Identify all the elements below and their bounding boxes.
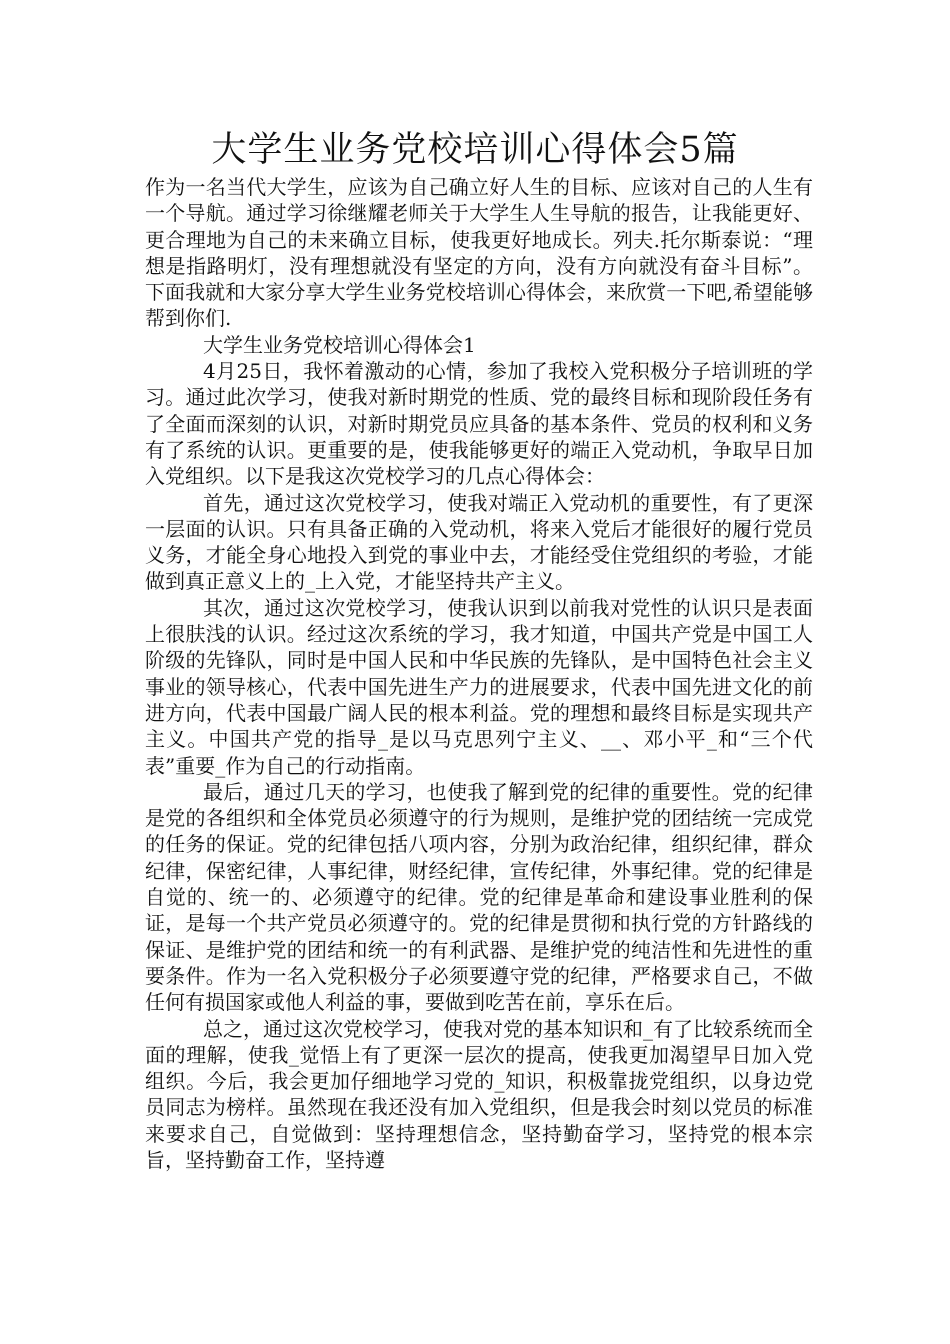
- body-paragraph: 其次，通过这次党校学习，使我认识到以前我对党性的认识只是表面上很肤浅的认识。经过这次系统的学习，我才知道，中国共产党是中国工人阶级的先锋队，同时是中国人民和中华民族的先锋队，是中国特色社会主义事业的领导核心，代表中国先进生产力的进展要求，代表中国先进文化的前进方向，代表中国最广阔人民的根本利益。党的理想和最终目标是实现共产主义。中国共产党的指导_是以马克思列宁主义、__、邓小平_和“三个代表”重要_作为自己的行动指南。: [145, 595, 813, 778]
- body-paragraph: 首先，通过这次党校学习，使我对端正入党动机的重要性，有了更深一层面的认识。只有具备正确的入党动机，将来入党后才能很好的履行党员义务，才能全身心地投入到党的事业中去，才能经受住党组织的考验，才能做到真正意义上的_上入党，才能坚持共产主义。: [145, 490, 813, 594]
- intro-paragraph: 作为一名当代大学生，应该为自己确立好人生的目标、应该对自己的人生有一个导航。通过学习徐继耀老师关于大学生人生导航的报告，让我能更好、更合理地为自己的未来确立目标，使我更好地成长。列夫.托尔斯泰说：“理想是指路明灯，没有理想就没有坚定的方向，没有方向就没有奋斗目标”。下面我就和大家分享大学生业务党校培训心得体会，来欣赏一下吧,希望能够帮到你们.: [145, 175, 813, 331]
- document-title: 大学生业务党校培训心得体会5篇: [211, 130, 739, 170]
- body-paragraph: 最后，通过几天的学习，也使我了解到党的纪律的重要性。党的纪律是党的各组织和全体党员必须遵守的行为规则，是维护党的团结统一完成党的任务的保证。党的纪律包括八项内容，分别为政治纪律，组织纪律，群众纪律，保密纪律，人事纪律，财经纪律，宣传纪律，外事纪律。党的纪律是自觉的、统一的、必须遵守的纪律。党的纪律是革命和建设事业胜利的保证，是每一个共产党员必须遵守的。党的纪律是贯彻和执行党的方针路线的保证、是维护党的团结和统一的有利武器、是维护党的纯洁性和先进性的重要条件。作为一名入党积极分子必须要遵守党的纪律，严格要求自己，不做任何有损国家或他人利益的事，要做到吃苦在前，享乐在后。: [145, 779, 813, 1015]
- document-body: [145, 174, 813, 1173]
- body-paragraph: 4月25日，我怀着激动的心情，参加了我校入党积极分子培训班的学习。通过此次学习，使我对新时期党的性质、党的最终目标和现阶段任务有了全面而深刻的认识，对新时期党员应具备的基本条件、党员的权利和义务有了系统的认识。更重要的是，使我能够更好的端正入党动机，争取早日加入党组织。以下是我这次党校学习的几点心得体会：: [145, 359, 813, 489]
- section-heading: 大学生业务党校培训心得体会1: [203, 332, 476, 357]
- body-paragraph: 总之，通过这次党校学习，使我对党的基本知识和_有了比较系统而全面的理解，使我_觉悟上有了更深一层次的提高，使我更加渴望早日加入党组织。今后，我会更加仔细地学习党的_知识，积极靠拢党组织，以身边党员同志为榜样。虽然现在我还没有加入党组织，但是我会时刻以党员的标准来要求自己，自觉做到：坚持理想信念，坚持勤奋学习，坚持党的根本宗旨，坚持勤奋工作，坚持遵: [145, 1016, 813, 1172]
